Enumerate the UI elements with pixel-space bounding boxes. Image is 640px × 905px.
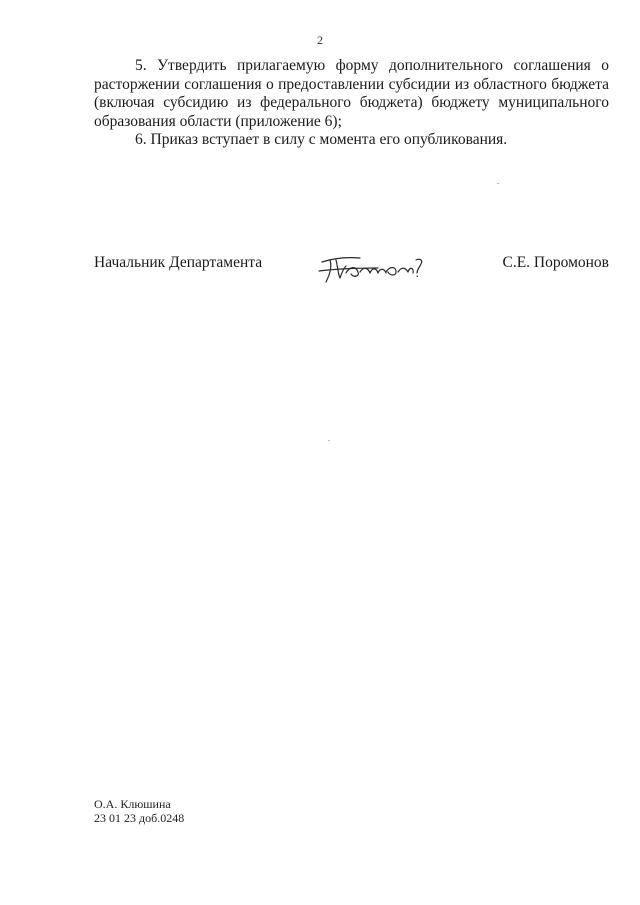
signatory-name: С.Е. Поромонов xyxy=(502,254,609,271)
scan-speck xyxy=(328,440,330,441)
signature-text: Поромонов xyxy=(316,244,321,245)
executor-phone: 23 01 23 доб.0248 xyxy=(94,811,185,825)
paragraph-item-6: 6. Приказ вступает в силу с момента его опубликования. xyxy=(135,131,508,148)
signature-block xyxy=(94,244,609,294)
page-number: 2 xyxy=(317,33,323,47)
document-body xyxy=(94,57,609,150)
paragraph-item-5: 5. Утвердить прилагаемую форму дополнительного соглашения о расторжении соглашения о предоставлении субсидии из областного бюджета (включая субсидию из федерального бюджета) бюджету муниципального образования области (приложение 6); xyxy=(94,57,609,130)
handwritten-signature xyxy=(316,244,428,288)
scan-speck xyxy=(497,183,499,184)
signatory-position: Начальник Департамента xyxy=(94,254,263,271)
executor-name: О.А. Клюшина xyxy=(94,797,171,811)
executor-info xyxy=(94,797,184,825)
